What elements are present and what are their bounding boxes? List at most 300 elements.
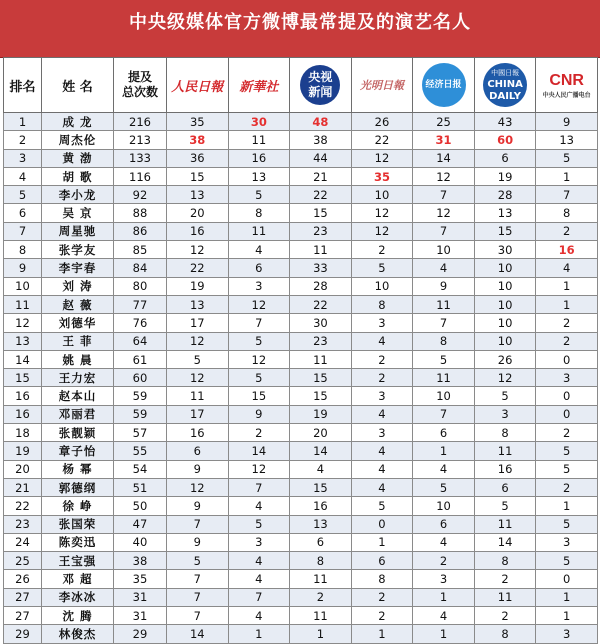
guangming-count-cell: 12 [351,204,413,222]
chinadaily-count-cell: 10 [474,314,536,332]
xinhua-count-cell: 12 [228,460,290,478]
table-row [4,369,598,387]
chinadaily-count-cell: 5 [474,497,536,515]
rank-cell: 25 [4,552,42,570]
xinhua-count-cell: 7 [228,478,290,496]
name-cell: 成 龙 [42,113,114,131]
guangming-count-cell: 10 [351,186,413,204]
chinadaily-count-cell: 11 [474,588,536,606]
total-cell: 29 [114,625,167,643]
xinhua-count-cell: 9 [228,405,290,423]
cctv-count-cell: 44 [290,149,352,167]
jingji-count-cell: 7 [413,222,475,240]
name-cell: 李小龙 [42,186,114,204]
xinhua-count-cell: 4 [228,570,290,588]
xinhua-count-cell: 4 [228,607,290,625]
rank-cell: 18 [4,424,42,442]
renmin-count-cell: 19 [167,277,229,295]
xinhua-count-cell: 12 [228,295,290,313]
table-row [4,552,598,570]
header-rank: 排名 [4,58,42,113]
xinhua-count-cell: 7 [228,314,290,332]
jingji-count-cell: 11 [413,295,475,313]
renmin-count-cell: 12 [167,332,229,350]
guangming-count-cell: 5 [351,497,413,515]
total-cell: 31 [114,588,167,606]
table-row [4,167,598,185]
cctv-count-cell: 15 [290,387,352,405]
renmin-count-cell: 13 [167,295,229,313]
table-row [4,314,598,332]
rank-cell: 11 [4,295,42,313]
header-media-guangming [351,58,413,113]
cctv-count-cell: 6 [290,533,352,551]
table-row [4,387,598,405]
cctv-news-logo [300,65,340,105]
jingji-count-cell: 7 [413,186,475,204]
xinhua-count-cell: 14 [228,442,290,460]
table-row [4,332,598,350]
chinadaily-count-cell: 43 [474,113,536,131]
cctv-count-cell: 30 [290,314,352,332]
table-header-row [4,58,598,113]
total-cell: 61 [114,350,167,368]
jingji-count-cell: 31 [413,131,475,149]
name-cell: 张国荣 [42,515,114,533]
rank-cell: 9 [4,259,42,277]
cnr-count-cell: 7 [536,186,598,204]
chinadaily-count-cell: 10 [474,295,536,313]
jingji-count-cell: 7 [413,405,475,423]
total-cell: 76 [114,314,167,332]
name-cell: 姚 晨 [42,350,114,368]
renmin-daily-logo: 人民日報 [171,79,224,95]
china-daily-logo-cn: 中國日報 [491,69,520,77]
chinadaily-count-cell: 30 [474,241,536,259]
chinadaily-count-cell: 28 [474,186,536,204]
chinadaily-count-cell: 6 [474,478,536,496]
rank-cell: 4 [4,167,42,185]
guangming-count-cell: 3 [351,314,413,332]
renmin-count-cell: 13 [167,186,229,204]
cnr-count-cell: 2 [536,222,598,240]
chinadaily-count-cell: 13 [474,204,536,222]
total-cell: 47 [114,515,167,533]
economic-daily-logo: 经济日报 [422,63,466,107]
guangming-count-cell: 22 [351,131,413,149]
total-cell: 55 [114,442,167,460]
cctv-count-cell: 20 [290,424,352,442]
header-total [114,58,167,113]
xinhua-count-cell: 3 [228,277,290,295]
xinhua-count-cell: 11 [228,131,290,149]
cnr-count-cell: 3 [536,625,598,643]
jingji-count-cell: 3 [413,570,475,588]
xinhua-count-cell: 16 [228,149,290,167]
cctv-count-cell: 19 [290,405,352,423]
chinadaily-count-cell: 12 [474,369,536,387]
cnr-count-cell: 1 [536,167,598,185]
rank-cell: 19 [4,442,42,460]
name-cell: 王宝强 [42,552,114,570]
cnr-count-cell: 9 [536,113,598,131]
cctv-count-cell: 2 [290,588,352,606]
total-cell: 133 [114,149,167,167]
total-cell: 116 [114,167,167,185]
guangming-count-cell: 4 [351,332,413,350]
cctv-logo-line1: 央视 [308,70,333,84]
cnr-count-cell: 13 [536,131,598,149]
cnr-count-cell: 1 [536,588,598,606]
cnr-count-cell: 2 [536,332,598,350]
cnr-logo-subtitle: 中央人民广播电台 [542,91,591,99]
total-cell: 77 [114,295,167,313]
jingji-count-cell: 9 [413,277,475,295]
table-row [4,113,598,131]
total-cell: 35 [114,570,167,588]
xinhua-count-cell: 13 [228,167,290,185]
chinadaily-count-cell: 16 [474,460,536,478]
xinhua-count-cell: 5 [228,369,290,387]
renmin-count-cell: 35 [167,113,229,131]
name-cell: 徐 峥 [42,497,114,515]
chinadaily-count-cell: 8 [474,625,536,643]
header-media-cctv [290,58,352,113]
name-cell: 胡 歌 [42,167,114,185]
xinhua-count-cell: 4 [228,552,290,570]
total-cell: 59 [114,387,167,405]
guangming-count-cell: 3 [351,424,413,442]
rank-cell: 16 [4,405,42,423]
jingji-count-cell: 11 [413,369,475,387]
guangming-count-cell: 6 [351,552,413,570]
renmin-count-cell: 9 [167,497,229,515]
china-daily-logo-line1: CHINA [487,79,523,90]
renmin-count-cell: 17 [167,405,229,423]
chinadaily-count-cell: 10 [474,259,536,277]
total-cell: 216 [114,113,167,131]
chinadaily-count-cell: 11 [474,442,536,460]
total-cell: 59 [114,405,167,423]
cnr-count-cell: 4 [536,259,598,277]
name-cell: 李宇春 [42,259,114,277]
name-cell: 邓丽君 [42,405,114,423]
cnr-count-cell: 3 [536,369,598,387]
xinhua-count-cell: 15 [228,387,290,405]
header-media-renmin [167,58,229,113]
cnr-count-cell: 0 [536,387,598,405]
cctv-count-cell: 8 [290,552,352,570]
renmin-count-cell: 7 [167,588,229,606]
chinadaily-count-cell: 2 [474,570,536,588]
table-row [4,625,598,643]
rank-cell: 22 [4,497,42,515]
guangming-count-cell: 10 [351,277,413,295]
rank-cell: 14 [4,350,42,368]
name-cell: 王力宏 [42,369,114,387]
name-cell: 李冰冰 [42,588,114,606]
total-cell: 88 [114,204,167,222]
renmin-count-cell: 14 [167,625,229,643]
xinhua-count-cell: 3 [228,533,290,551]
jingji-count-cell: 5 [413,478,475,496]
total-cell: 86 [114,222,167,240]
cctv-count-cell: 22 [290,186,352,204]
jingji-count-cell: 25 [413,113,475,131]
rank-cell: 8 [4,241,42,259]
renmin-count-cell: 11 [167,387,229,405]
renmin-count-cell: 7 [167,515,229,533]
rank-cell: 1 [4,113,42,131]
chinadaily-count-cell: 60 [474,131,536,149]
renmin-count-cell: 9 [167,533,229,551]
guangming-count-cell: 1 [351,625,413,643]
total-cell: 85 [114,241,167,259]
chinadaily-count-cell: 26 [474,350,536,368]
table-row [4,533,598,551]
name-cell: 林俊杰 [42,625,114,643]
cnr-count-cell: 5 [536,552,598,570]
header-media-xinhua [228,58,290,113]
total-cell: 60 [114,369,167,387]
guangming-daily-logo: 光明日報 [359,79,404,92]
jingji-count-cell: 10 [413,387,475,405]
name-cell: 刘德华 [42,314,114,332]
name-cell: 沈 腾 [42,607,114,625]
name-cell: 吴 京 [42,204,114,222]
cctv-count-cell: 14 [290,442,352,460]
renmin-count-cell: 22 [167,259,229,277]
table-row [4,588,598,606]
guangming-count-cell: 35 [351,167,413,185]
guangming-count-cell: 2 [351,350,413,368]
name-cell: 章子怡 [42,442,114,460]
xinhua-count-cell: 4 [228,241,290,259]
cctv-count-cell: 11 [290,350,352,368]
name-cell: 周星驰 [42,222,114,240]
xinhua-count-cell: 2 [228,424,290,442]
cnr-count-cell: 0 [536,405,598,423]
total-cell: 64 [114,332,167,350]
guangming-count-cell: 2 [351,369,413,387]
chinadaily-count-cell: 6 [474,149,536,167]
table-row [4,460,598,478]
jingji-count-cell: 2 [413,552,475,570]
chinadaily-count-cell: 19 [474,167,536,185]
cctv-count-cell: 38 [290,131,352,149]
cctv-count-cell: 11 [290,570,352,588]
jingji-count-cell: 10 [413,241,475,259]
name-cell: 杨 幂 [42,460,114,478]
ranking-table [3,57,598,644]
table-row [4,277,598,295]
total-cell: 40 [114,533,167,551]
cnr-count-cell: 5 [536,442,598,460]
chinadaily-count-cell: 2 [474,607,536,625]
cnr-count-cell: 2 [536,478,598,496]
renmin-count-cell: 36 [167,149,229,167]
rank-cell: 6 [4,204,42,222]
cctv-count-cell: 48 [290,113,352,131]
name-cell: 周杰伦 [42,131,114,149]
cctv-logo-line2: 新闻 [308,85,333,99]
guangming-count-cell: 4 [351,460,413,478]
rank-cell: 29 [4,625,42,643]
jingji-count-cell: 1 [413,625,475,643]
xinhua-count-cell: 7 [228,588,290,606]
cnr-count-cell: 1 [536,607,598,625]
total-cell: 31 [114,607,167,625]
cnr-count-cell: 0 [536,570,598,588]
xinhua-count-cell: 6 [228,259,290,277]
rank-cell: 10 [4,277,42,295]
guangming-count-cell: 2 [351,241,413,259]
header-media-jingji [413,58,475,113]
total-cell: 213 [114,131,167,149]
jingji-count-cell: 5 [413,350,475,368]
rank-cell: 26 [4,570,42,588]
rank-cell: 24 [4,533,42,551]
header-total-line1: 提及 [127,70,152,84]
cctv-count-cell: 1 [290,625,352,643]
name-cell: 赵本山 [42,387,114,405]
guangming-count-cell: 26 [351,113,413,131]
name-cell: 邓 超 [42,570,114,588]
cctv-count-cell: 33 [290,259,352,277]
name-cell: 王 菲 [42,332,114,350]
jingji-count-cell: 12 [413,167,475,185]
xinhua-count-cell: 5 [228,515,290,533]
chinadaily-count-cell: 8 [474,424,536,442]
xinhua-count-cell: 5 [228,332,290,350]
chinadaily-count-cell: 8 [474,552,536,570]
xinhua-count-cell: 5 [228,186,290,204]
renmin-count-cell: 12 [167,478,229,496]
chinadaily-count-cell: 15 [474,222,536,240]
name-cell: 陈奕迅 [42,533,114,551]
rank-cell: 5 [4,186,42,204]
renmin-count-cell: 9 [167,460,229,478]
cctv-count-cell: 23 [290,332,352,350]
total-cell: 38 [114,552,167,570]
cctv-count-cell: 23 [290,222,352,240]
rank-cell: 3 [4,149,42,167]
table-body [4,113,598,644]
guangming-count-cell: 4 [351,405,413,423]
rank-cell: 7 [4,222,42,240]
cctv-count-cell: 16 [290,497,352,515]
renmin-count-cell: 5 [167,552,229,570]
cnr-count-cell: 2 [536,424,598,442]
renmin-count-cell: 12 [167,369,229,387]
rank-cell: 15 [4,369,42,387]
renmin-count-cell: 16 [167,222,229,240]
cnr-logo [543,72,591,99]
rank-cell: 20 [4,460,42,478]
name-cell: 张学友 [42,241,114,259]
renmin-count-cell: 20 [167,204,229,222]
name-cell: 赵 薇 [42,295,114,313]
cnr-count-cell: 1 [536,497,598,515]
table-row [4,186,598,204]
name-cell: 刘 涛 [42,277,114,295]
xinhua-count-cell: 8 [228,204,290,222]
china-daily-logo-line2: DAILY [489,91,521,102]
guangming-count-cell: 3 [351,387,413,405]
chinadaily-count-cell: 3 [474,405,536,423]
rank-cell: 27 [4,607,42,625]
cctv-count-cell: 28 [290,277,352,295]
table-row [4,222,598,240]
table-row [4,149,598,167]
guangming-count-cell: 8 [351,570,413,588]
guangming-count-cell: 8 [351,295,413,313]
cctv-count-cell: 4 [290,460,352,478]
rank-cell: 13 [4,332,42,350]
table-row [4,424,598,442]
header-media-chinadaily [474,58,536,113]
name-cell: 黄 渤 [42,149,114,167]
guangming-count-cell: 5 [351,259,413,277]
table-row [4,515,598,533]
renmin-count-cell: 16 [167,424,229,442]
table-row [4,570,598,588]
total-cell: 51 [114,478,167,496]
jingji-count-cell: 1 [413,442,475,460]
jingji-count-cell: 4 [413,533,475,551]
cctv-count-cell: 13 [290,515,352,533]
jingji-count-cell: 8 [413,332,475,350]
chinadaily-count-cell: 5 [474,387,536,405]
rank-cell: 27 [4,588,42,606]
xinhua-count-cell: 12 [228,350,290,368]
header-name: 姓 名 [42,58,114,113]
xinhua-count-cell: 4 [228,497,290,515]
chinadaily-count-cell: 14 [474,533,536,551]
title-bar [0,0,600,58]
chinadaily-count-cell: 10 [474,332,536,350]
table-row [4,259,598,277]
xinhua-count-cell: 1 [228,625,290,643]
rank-cell: 23 [4,515,42,533]
total-cell: 50 [114,497,167,515]
header-media-cnr [536,58,598,113]
cnr-count-cell: 16 [536,241,598,259]
renmin-count-cell: 7 [167,607,229,625]
renmin-count-cell: 17 [167,314,229,332]
cctv-count-cell: 15 [290,478,352,496]
table-row [4,295,598,313]
guangming-count-cell: 12 [351,222,413,240]
cnr-count-cell: 0 [536,350,598,368]
cctv-count-cell: 11 [290,241,352,259]
guangming-count-cell: 4 [351,442,413,460]
renmin-count-cell: 12 [167,241,229,259]
rank-cell: 16 [4,387,42,405]
table-row [4,497,598,515]
total-cell: 80 [114,277,167,295]
cctv-count-cell: 15 [290,204,352,222]
table-row [4,442,598,460]
jingji-count-cell: 14 [413,149,475,167]
jingji-count-cell: 4 [413,607,475,625]
cnr-count-cell: 1 [536,277,598,295]
header-total-line2: 总次数 [121,85,158,99]
cnr-count-cell: 8 [536,204,598,222]
cctv-count-cell: 22 [290,295,352,313]
table-row [4,607,598,625]
cctv-count-cell: 15 [290,369,352,387]
